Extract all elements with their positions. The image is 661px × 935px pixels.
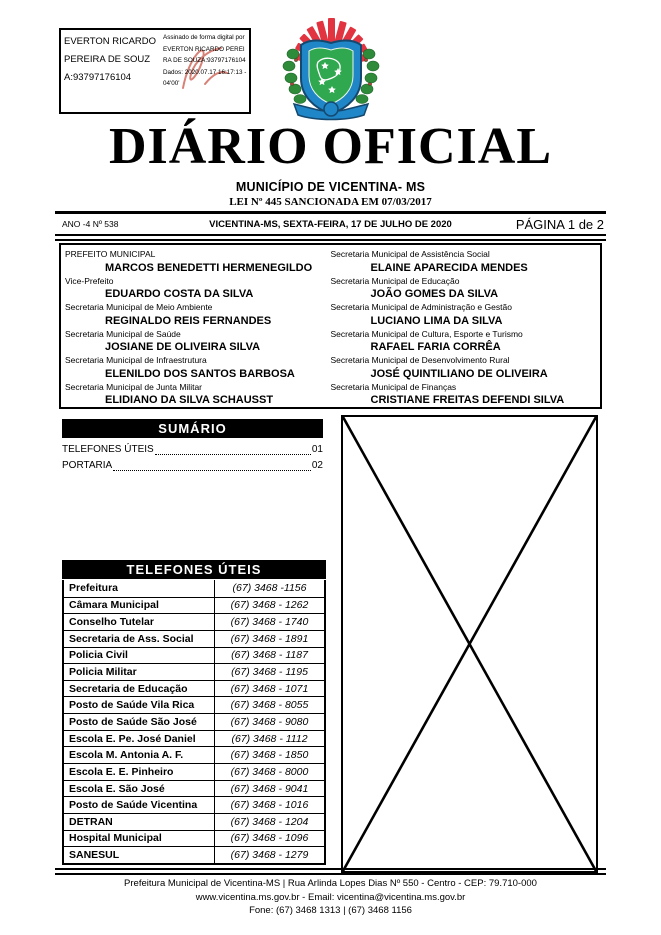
official-entry bbox=[65, 381, 327, 408]
phone-row bbox=[64, 663, 324, 680]
toc-dot-leader bbox=[113, 470, 311, 471]
officials-box bbox=[59, 243, 602, 409]
signature-name: EVERTON RICARDO PEREIRA DE SOUZA:93797176104 bbox=[64, 36, 157, 83]
ribbon bbox=[294, 102, 368, 120]
phone-entity-name: Escola E. Pe. José Daniel bbox=[69, 732, 196, 745]
phone-entity-name: DETRAN bbox=[69, 815, 113, 828]
officials-column-right bbox=[331, 248, 597, 404]
official-name: JOÃO GOMES DA SILVA bbox=[370, 288, 499, 300]
official-role: Secretaria Municipal de Finanças bbox=[330, 381, 457, 392]
official-entry bbox=[331, 381, 593, 408]
official-name: ELAINE APARECIDA MENDES bbox=[370, 261, 528, 274]
phone-entity-name: Câmara Municipal bbox=[69, 599, 159, 612]
signature-details bbox=[161, 30, 249, 112]
phone-row bbox=[64, 796, 324, 813]
official-entry bbox=[65, 328, 327, 355]
phone-number: (67) 3468 - 1187 bbox=[214, 648, 324, 664]
footer bbox=[0, 877, 661, 918]
phone-row bbox=[64, 630, 324, 647]
phone-entity-name: SANESUL bbox=[69, 849, 120, 862]
toc-item-label: TELEFONES ÚTEIS bbox=[62, 444, 154, 455]
useful-phones-header: TELEFONES ÚTEIS bbox=[62, 560, 326, 579]
footer-web-email: www.vicentina.ms.gov.br - Email: vicentina@vicentina.ms.gov.br bbox=[195, 891, 466, 903]
useful-phones-section bbox=[62, 560, 326, 865]
official-role: Secretaria Municipal de Assistência Social bbox=[330, 249, 490, 259]
official-name: MARCOS BENEDETTI HERMENEGILDO bbox=[105, 261, 313, 274]
phone-number: (67) 3468 - 1016 bbox=[214, 797, 324, 813]
phone-entity-name: Posto de Saúde Vila Rica bbox=[69, 699, 195, 712]
official-entry bbox=[65, 301, 327, 328]
phone-table bbox=[62, 580, 326, 865]
official-name: LUCIANO LIMA DA SILVA bbox=[370, 314, 503, 327]
toc-item bbox=[62, 458, 323, 474]
official-entry bbox=[331, 248, 593, 275]
official-role: Secretaria Municipal de Infraestrutura bbox=[65, 355, 207, 365]
rule-above-footer bbox=[55, 868, 606, 875]
toc-item-page: 01 bbox=[311, 444, 323, 455]
official-name: CRISTIANE FREITAS DEFENDI SILVA bbox=[370, 394, 565, 406]
phone-entity-name: Policia Civil bbox=[69, 649, 128, 662]
edition-row bbox=[55, 214, 606, 234]
phone-entity-name: Posto de Saúde São José bbox=[69, 715, 197, 728]
official-name: JOSÉ QUINTILIANO DE OLIVEIRA bbox=[370, 367, 548, 380]
official-role: Secretaria Municipal de Cultura, Esporte e Turismo bbox=[330, 328, 523, 339]
rule-under-edition bbox=[55, 234, 606, 241]
phone-number: (67) 3468 - 1096 bbox=[214, 831, 324, 847]
phone-number: (67) 3468 - 8055 bbox=[214, 697, 324, 713]
official-role: Secretaria Municipal de Meio Ambiente bbox=[65, 302, 213, 312]
official-entry bbox=[331, 354, 593, 381]
official-entry bbox=[65, 248, 327, 275]
phone-entity-name: Policia Militar bbox=[69, 666, 137, 679]
edition-number: ANO -4 Nº 538 bbox=[62, 219, 119, 229]
official-role: PREFEITO MUNICIPAL bbox=[65, 249, 156, 259]
gazette-title: DIÁRIO OFICIAL bbox=[108, 118, 553, 175]
phone-number: (67) 3468 - 9041 bbox=[214, 781, 324, 797]
phone-row bbox=[64, 647, 324, 664]
signature-details-text: Assinado de forma digital por EVERTON RICARDO PEREIRA DE SOUZA:93797176104 Dados: 2020.07.17 16:17:13 -04'00' bbox=[163, 34, 247, 87]
summary-list bbox=[62, 442, 323, 474]
phone-entity-name: Posto de Saúde Vicentina bbox=[69, 799, 198, 812]
phone-number: (67) 3468 - 1112 bbox=[214, 731, 324, 747]
official-name: EDUARDO COSTA DA SILVA bbox=[105, 288, 254, 300]
official-name: RAFAEL FARIA CORRÊA bbox=[370, 341, 501, 353]
empty-image-placeholder bbox=[341, 415, 598, 873]
official-entry bbox=[65, 275, 327, 302]
phone-row bbox=[64, 613, 324, 630]
phone-number: (67) 3468 - 1891 bbox=[214, 631, 324, 647]
edition-date: VICENTINA-MS, SEXTA-FEIRA, 17 DE JULHO DE 2020 bbox=[209, 218, 452, 230]
footer-phones: Fone: (67) 3468 1313 | (67) 3468 1156 bbox=[249, 905, 412, 916]
phone-row bbox=[64, 746, 324, 763]
phone-row bbox=[64, 763, 324, 780]
phone-row bbox=[64, 696, 324, 713]
law-line: LEI Nº 445 SANCIONADA EM 07/03/2017 bbox=[229, 196, 432, 208]
official-name: JOSIANE DE OLIVEIRA SILVA bbox=[105, 341, 261, 353]
phone-row bbox=[64, 830, 324, 847]
official-role: Secretaria Municipal de Educação bbox=[330, 275, 460, 286]
toc-dot-leader bbox=[155, 454, 311, 455]
official-entry bbox=[331, 275, 593, 302]
toc-item bbox=[62, 442, 323, 458]
phone-row bbox=[64, 846, 324, 863]
phone-row bbox=[64, 580, 324, 597]
phone-number: (67) 3468 - 1195 bbox=[214, 664, 324, 680]
summary-header: SUMÁRIO bbox=[62, 419, 323, 438]
official-role: Secretaria Municipal de Saúde bbox=[65, 328, 181, 339]
phone-row bbox=[64, 780, 324, 797]
phone-number: (67) 3468 - 8000 bbox=[214, 764, 324, 780]
digital-signature-stamp bbox=[59, 28, 251, 114]
official-entry bbox=[331, 328, 593, 355]
official-role: Secretaria Municipal de Desenvolvimento Rural bbox=[330, 355, 510, 365]
phone-row bbox=[64, 680, 324, 697]
official-role: Secretaria Municipal de Administração e Gestão bbox=[330, 302, 512, 312]
phone-entity-name: Escola E. E. Pinheiro bbox=[69, 765, 174, 778]
official-name: ELENILDO DOS SANTOS BARBOSA bbox=[105, 367, 295, 380]
phone-number: (67) 3468 - 1279 bbox=[214, 847, 324, 863]
official-name: REGINALDO REIS FERNANDES bbox=[105, 314, 272, 327]
phone-row bbox=[64, 713, 324, 730]
official-role: Vice-Prefeito bbox=[65, 275, 114, 286]
official-name: ELIDIANO DA SILVA SCHAUSST bbox=[105, 394, 274, 406]
phone-number: (67) 3468 - 1262 bbox=[214, 598, 324, 614]
phone-entity-name: Conselho Tutelar bbox=[69, 616, 154, 629]
official-role: Secretaria Municipal de Junta Militar bbox=[65, 381, 203, 392]
placeholder-x-icon bbox=[343, 417, 596, 871]
phone-entity-name: Prefeitura bbox=[69, 582, 119, 595]
officials-column-left bbox=[65, 248, 331, 404]
phone-entity-name: Hospital Municipal bbox=[69, 832, 162, 845]
phone-number: (67) 3468 -1156 bbox=[214, 580, 324, 597]
phone-entity-name: Secretaria de Educação bbox=[69, 682, 188, 695]
phone-number: (67) 3468 - 1204 bbox=[214, 814, 324, 830]
phone-entity-name: Escola M. Antonia A. F. bbox=[69, 749, 184, 762]
phone-number: (67) 3468 - 1071 bbox=[214, 681, 324, 697]
phone-row bbox=[64, 730, 324, 747]
phone-number: (67) 3468 - 9080 bbox=[214, 714, 324, 730]
phone-row bbox=[64, 813, 324, 830]
official-entry bbox=[65, 354, 327, 381]
summary-section bbox=[62, 419, 323, 474]
official-entry bbox=[331, 301, 593, 328]
phone-entity-name: Secretaria de Ass. Social bbox=[69, 632, 194, 645]
toc-item-page: 02 bbox=[311, 460, 323, 471]
municipal-coat-of-arms bbox=[276, 16, 386, 124]
phone-number: (67) 3468 - 1740 bbox=[214, 614, 324, 630]
phone-row bbox=[64, 597, 324, 614]
page-indicator: PÁGINA 1 de 2 bbox=[515, 216, 604, 232]
footer-address: Prefeitura Municipal de Vicentina-MS | Rua Arlinda Lopes Dias Nº 550 - Centro - CEP: 79.710-000 bbox=[124, 878, 537, 889]
municipality-subtitle: MUNICÍPIO DE VICENTINA- MS bbox=[235, 180, 426, 194]
phone-entity-name: Escola E. São José bbox=[69, 782, 165, 795]
phone-number: (67) 3468 - 1850 bbox=[214, 747, 324, 763]
toc-item-label: PORTARIA bbox=[62, 460, 113, 471]
